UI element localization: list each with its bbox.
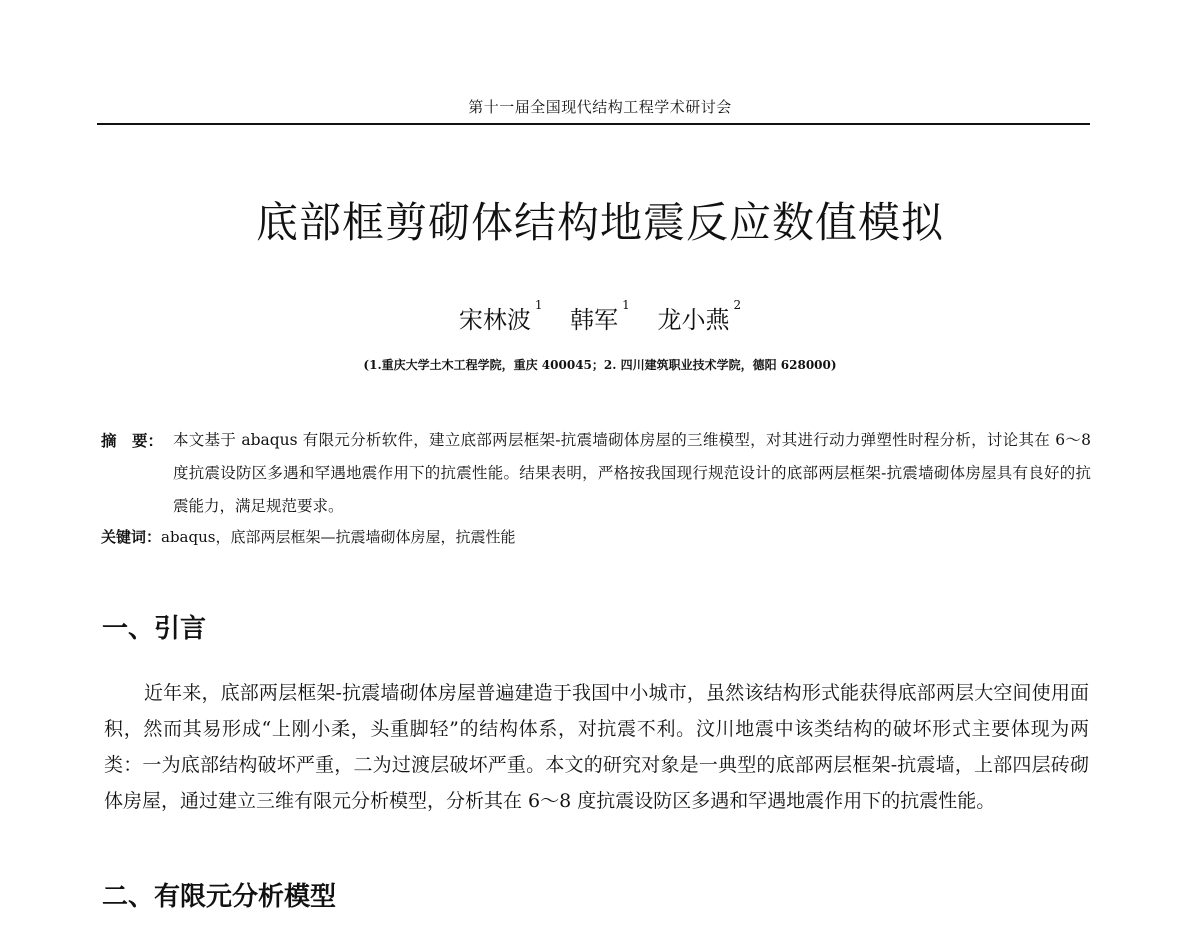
section-heading-fem-model: 二、有限元分析模型 xyxy=(102,882,337,912)
author xyxy=(570,300,630,335)
author-list xyxy=(0,300,1200,335)
abstract-label: 摘 要： xyxy=(101,431,164,450)
keywords-text: abaqus，底部两层框架—抗震墙砌体房屋，抗震性能 xyxy=(161,528,516,546)
introduction-paragraph: 近年来，底部两层框架-抗震墙砌体房屋普遍建造于我国中小城市，虽然该结构形式能获得底部两层大空间使用面积，然而其易形成“上刚小柔，头重脚轻”的结构体系，对抗震不利。汶川地震中该类结构的破坏形式主要体现为两类：一为底部结构破坏严重，二为过渡层破坏严重。本文的研究对象是一典型的底部两层框架-抗震墙，上部四层砖砌体房屋，通过建立三维有限元分析模型，分析其在 6～8 度抗震设防区多遇和罕遇地震作用下的抗震性能。 xyxy=(104,682,1089,812)
author-affil-mark: 1 xyxy=(622,298,630,312)
running-header: 第十一届全国现代结构工程学术研讨会 xyxy=(468,98,732,116)
author-name: 宋林波 xyxy=(458,306,531,334)
header-rule xyxy=(97,123,1090,125)
author-name: 龙小燕 xyxy=(657,306,730,334)
section-heading-introduction: 一、引言 xyxy=(102,614,207,644)
author xyxy=(657,300,741,335)
keywords xyxy=(101,526,515,547)
affiliations: (1.重庆大学土木工程学院，重庆 400045；2. 四川建筑职业技术学院，德阳 628000) xyxy=(363,358,837,372)
abstract xyxy=(101,424,1091,523)
author-affil-mark: 1 xyxy=(534,298,543,312)
author-affil-mark: 2 xyxy=(733,298,742,312)
paper-title: 底部框剪砌体结构地震反应数值模拟 xyxy=(255,198,944,247)
keywords-label: 关键词： xyxy=(101,528,162,546)
abstract-text: 本文基于 abaqus 有限元分析软件，建立底部两层框架-抗震墙砌体房屋的三维模型，对其进行动力弹塑性时程分析，讨论其在 6～8 度抗震设防区多遇和罕遇地震作用下的抗震性能。结果表明，严格按我国现行规范设计的底部两层框架-抗震墙砌体房屋具有良好的抗震能力，满足规范要求。 xyxy=(173,431,1091,515)
author xyxy=(459,300,543,335)
author-name: 韩军 xyxy=(570,306,619,334)
